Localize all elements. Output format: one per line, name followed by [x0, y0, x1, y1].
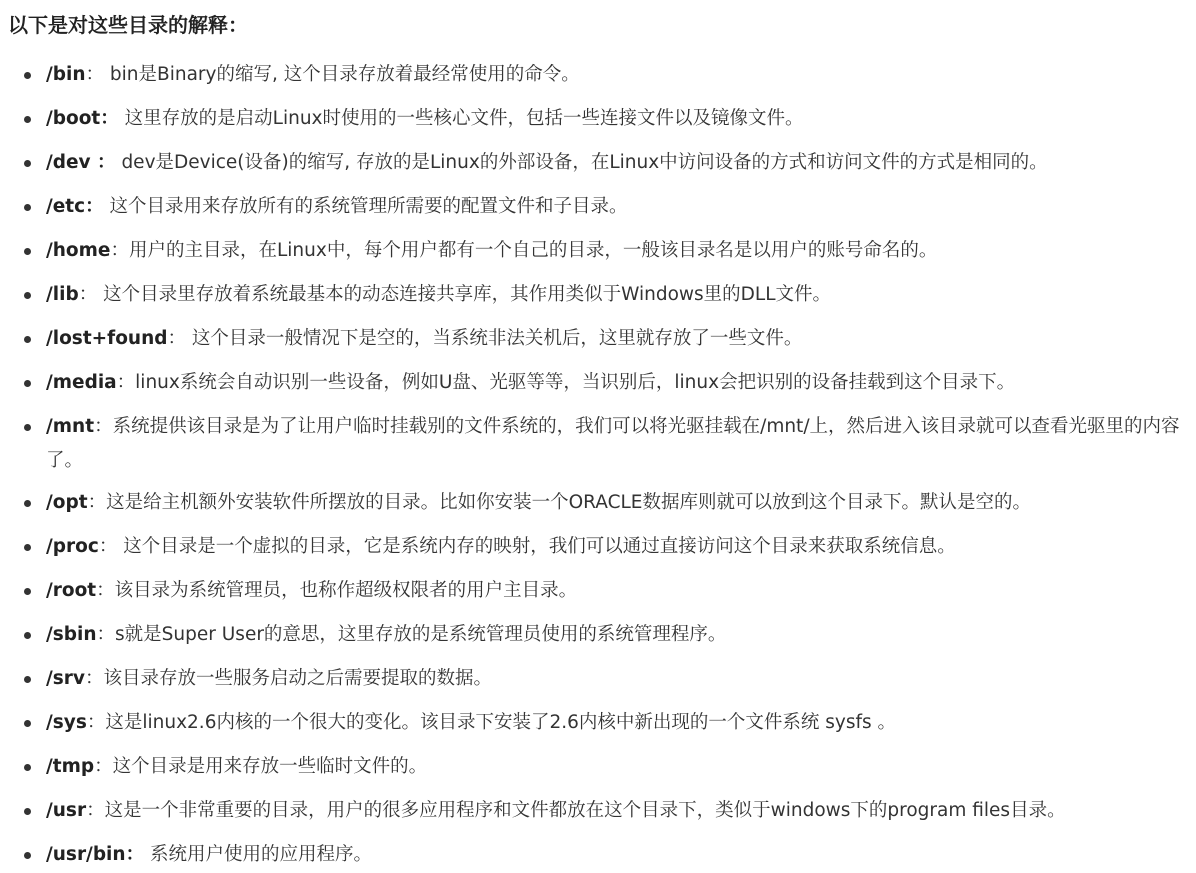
directory-name: /mnt — [46, 416, 95, 437]
list-item-opt — [0, 486, 1180, 520]
list-item-sys — [0, 706, 1180, 740]
directory-description: 这是给主机额外安装软件所摆放的目录。比如你安装一个ORACLE数据库则就可以放到这个目录下。默认是空的。 — [106, 492, 1031, 513]
list-item-etc — [0, 190, 1180, 224]
directory-name: /tmp — [46, 756, 95, 777]
section-heading: 以下是对这些目录的解释： — [8, 13, 248, 37]
directory-description: 系统提供该目录是为了让用户临时挂载别的文件系统的，我们可以将光驱挂载在/mnt/上，然后进入该目录就可以查看光驱里的内容了。 — [46, 416, 1180, 471]
list-item-lib — [0, 278, 1180, 312]
directory-separator: ： — [110, 240, 129, 261]
directory-description: s就是Super User的意思，这里存放的是系统管理员使用的系统管理程序。 — [115, 624, 727, 645]
directory-name: /usr — [46, 800, 87, 821]
list-item-lost-found — [0, 322, 1180, 356]
directory-description: 该目录存放一些服务启动之后需要提取的数据。 — [103, 668, 492, 689]
directory-separator: ： — [78, 284, 98, 305]
bullet-icon — [24, 544, 31, 551]
bullet-icon — [24, 292, 31, 299]
directory-description: 这个目录是用来存放一些临时文件的。 — [112, 756, 428, 777]
bullet-icon — [24, 676, 31, 683]
directory-name: /proc — [46, 536, 99, 557]
directory-name: /dev ： — [46, 152, 116, 173]
directory-separator: ： — [94, 756, 113, 777]
list-item-home — [0, 234, 1180, 268]
directory-description: 这个目录用来存放所有的系统管理所需要的配置文件和子目录。 — [109, 196, 628, 217]
directory-name: /opt — [46, 492, 88, 513]
list-item-media — [0, 366, 1180, 400]
directory-description: 这个目录一般情况下是空的，当系统非法关机后，这里就存放了一些文件。 — [191, 328, 803, 349]
directory-separator: ： — [94, 416, 113, 437]
directory-description: 这个目录里存放着系统最基本的动态连接共享库，其作用类似于Windows里的DLL文件。 — [103, 284, 832, 305]
directory-separator: ： — [116, 372, 136, 393]
list-item-dev — [0, 146, 1180, 180]
directory-description: bin是Binary的缩写, 这个目录存放着最经常使用的命令。 — [109, 64, 580, 85]
list-item-mnt — [0, 410, 1180, 478]
directory-name: /boot： — [46, 108, 119, 129]
list-item-tmp — [0, 750, 1180, 784]
bullet-icon — [24, 248, 31, 255]
directory-description: 这是一个非常重要的目录，用户的很多应用程序和文件都放在这个目录下，类似于windows下的program files目录。 — [104, 800, 1066, 821]
bullet-icon — [24, 160, 31, 167]
directory-separator: ： — [167, 328, 187, 349]
directory-description: 用户的主目录，在Linux中，每个用户都有一个自己的目录，一般该目录名是以用户的账号命名的。 — [128, 240, 938, 261]
bullet-icon — [24, 632, 31, 639]
list-item-proc — [0, 530, 1180, 564]
list-item-root — [0, 574, 1180, 608]
directory-name: /sbin — [46, 624, 97, 645]
directory-description: 这里存放的是启动Linux时使用的一些核心文件，包括一些连接文件以及镜像文件。 — [124, 108, 804, 129]
list-item-srv — [0, 662, 1180, 696]
directory-name: /etc： — [46, 196, 104, 217]
directory-name: /bin — [46, 64, 86, 85]
directory-description: linux系统会自动识别一些设备，例如U盘、光驱等等，当识别后，linux会把识别的设备挂载到这个目录下。 — [135, 372, 1016, 393]
directory-description: 系统用户使用的应用程序。 — [149, 844, 372, 865]
directory-name: /sys — [46, 712, 87, 733]
directory-separator: ： — [85, 64, 105, 85]
directory-description: dev是Device(设备)的缩写, 存放的是Linux的外部设备，在Linux中访问设备的方式和访问文件的方式是相同的。 — [121, 152, 1048, 173]
bullet-icon — [24, 72, 31, 79]
bullet-icon — [24, 808, 31, 815]
directory-list — [0, 58, 1180, 873]
list-item-usr-bin — [0, 838, 1180, 872]
bullet-icon — [24, 336, 31, 343]
directory-name: /lost+found — [46, 328, 168, 349]
bullet-icon — [24, 764, 31, 771]
bullet-icon — [24, 424, 31, 431]
list-item-bin — [0, 58, 1180, 92]
bullet-icon — [24, 380, 31, 387]
directory-name: /root — [46, 580, 97, 601]
bullet-icon — [24, 852, 31, 859]
directory-name: /srv — [46, 668, 85, 689]
directory-name: /media — [46, 372, 117, 393]
list-item-boot — [0, 102, 1180, 136]
bullet-icon — [24, 204, 31, 211]
directory-separator: ： — [84, 668, 104, 689]
list-item-usr — [0, 794, 1180, 828]
directory-name: /usr/bin： — [46, 844, 145, 865]
directory-separator: ： — [87, 492, 107, 513]
directory-separator: ： — [96, 580, 115, 601]
bullet-icon — [24, 500, 31, 507]
list-item-sbin — [0, 618, 1180, 652]
directory-separator: ： — [96, 624, 116, 645]
bullet-icon — [24, 720, 31, 727]
directory-description: 该目录为系统管理员，也称作超级权限者的用户主目录。 — [114, 580, 578, 601]
directory-description: 这是linux2.6内核的一个很大的变化。该目录下安装了2.6内核中新出现的一个文件系统 sysfs 。 — [105, 712, 897, 733]
bullet-icon — [24, 588, 31, 595]
directory-name: /home — [46, 240, 111, 261]
directory-description: 这个目录是一个虚拟的目录，它是系统内存的映射，我们可以通过直接访问这个目录来获取系统信息。 — [123, 536, 956, 557]
directory-name: /lib — [46, 284, 79, 305]
bullet-icon — [24, 116, 31, 123]
directory-separator: ： — [86, 712, 106, 733]
directory-separator: ： — [98, 536, 118, 557]
directory-separator: ： — [86, 800, 105, 821]
